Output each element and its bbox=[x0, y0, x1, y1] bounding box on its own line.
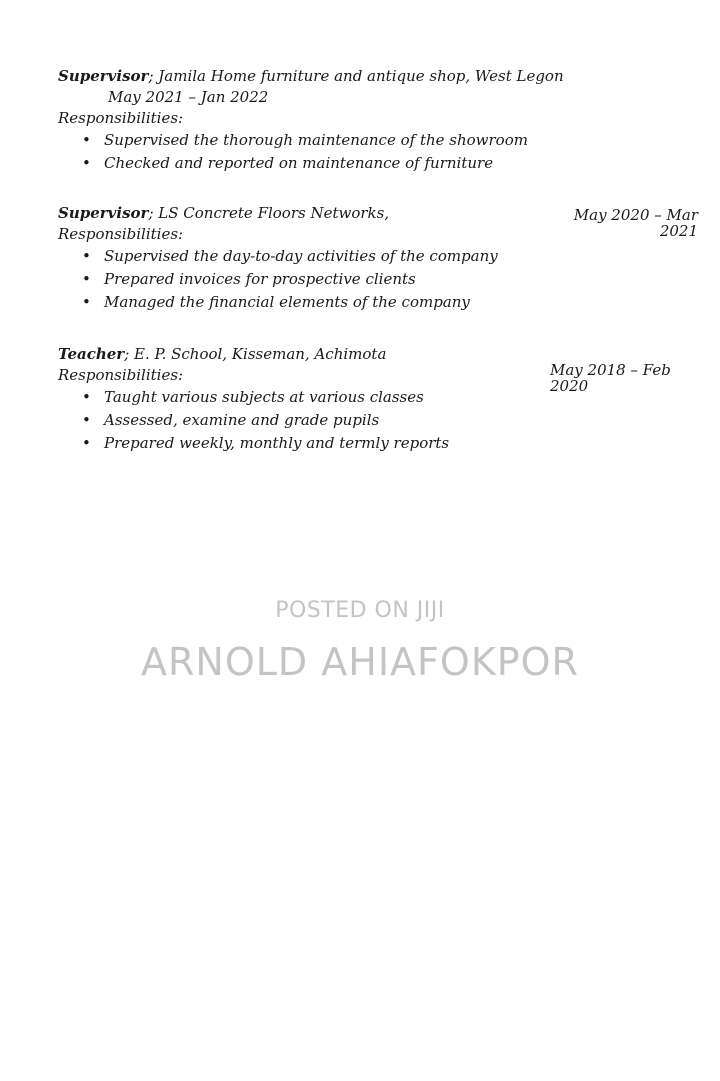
job-header bbox=[58, 203, 538, 224]
list-item: • Assessed, examine and grade pupils bbox=[80, 409, 538, 432]
job-dates-end: 2021 bbox=[659, 222, 698, 240]
list-item: • Supervised the day-to-day activities of the company bbox=[80, 245, 538, 268]
job-dates-start: May 2020 – Mar bbox=[573, 206, 698, 224]
list-item: • Managed the financial elements of the company bbox=[80, 291, 538, 314]
responsibilities-label: Responsibilities: bbox=[58, 109, 184, 127]
job-header bbox=[58, 344, 538, 365]
job-dates bbox=[572, 207, 698, 239]
watermark-posted-on: POSTED ON JIJI bbox=[275, 598, 445, 623]
job-entry-jamila bbox=[58, 66, 564, 175]
responsibilities-list bbox=[58, 386, 538, 455]
list-item: • Checked and reported on maintenance of furniture bbox=[80, 152, 538, 175]
job-dates-start: May 2018 – Feb bbox=[550, 361, 671, 379]
job-role: Supervisor bbox=[58, 204, 149, 222]
list-item: • Prepared invoices for prospective clients bbox=[80, 268, 538, 291]
list-item: • Taught various subjects at various classes bbox=[80, 386, 538, 409]
job-organization: ; E. P. School, Kisseman, Achimota bbox=[124, 345, 387, 363]
job-dates: May 2021 – Jan 2022 bbox=[108, 88, 269, 106]
responsibilities-label: Responsibilities: bbox=[58, 366, 184, 384]
list-item: • Prepared weekly, monthly and termly reports bbox=[80, 432, 538, 455]
list-item: • Supervised the thorough maintenance of the showroom bbox=[80, 129, 538, 152]
job-role: Supervisor bbox=[58, 67, 149, 85]
job-dates bbox=[550, 362, 680, 394]
job-role: Teacher bbox=[58, 345, 125, 363]
job-entry-ls-concrete bbox=[58, 203, 538, 314]
job-header bbox=[58, 66, 564, 87]
job-organization: ; LS Concrete Floors Networks, bbox=[148, 204, 390, 222]
job-organization: ; Jamila Home furniture and antique shop, West Legon bbox=[148, 67, 564, 85]
watermark-author-name: ARNOLD AHIAFOKPOR bbox=[141, 640, 579, 684]
job-dates-end: 2020 bbox=[550, 377, 589, 395]
job-entry-ep-school bbox=[58, 344, 538, 455]
responsibilities-list bbox=[58, 245, 538, 314]
responsibilities-label: Responsibilities: bbox=[58, 225, 184, 243]
responsibilities-list bbox=[58, 129, 538, 175]
